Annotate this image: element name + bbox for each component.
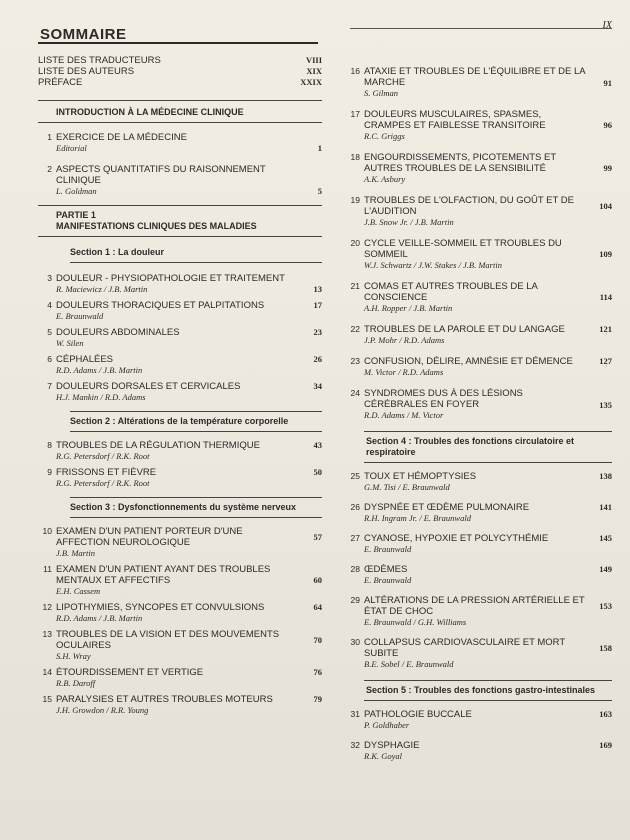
- entry-author: A.K. Asbury: [364, 174, 406, 184]
- entry-author: J.P. Mohr / R.D. Adams: [364, 335, 445, 345]
- entry-author: R.G. Petersdorf / R.K. Root: [56, 478, 150, 488]
- entry-number: 15: [42, 694, 52, 704]
- entry-number: 26: [350, 502, 360, 512]
- entry-number: 18: [350, 152, 360, 162]
- section-heading: Section 1 : La douleur: [70, 247, 165, 257]
- entry-page: 99: [603, 163, 612, 173]
- entry-page: 149: [599, 564, 612, 574]
- front-matter-page: XXIX: [300, 77, 322, 87]
- entry-title: TROUBLES DE LA VISION ET DES MOUVEMENTS OCULAIRES: [56, 629, 280, 651]
- entry-number: 17: [350, 109, 360, 119]
- entry-page: 158: [599, 643, 612, 653]
- entry-title: ŒDÈMES: [364, 564, 408, 575]
- entry-title: TROUBLES DE L'OLFACTION, DU GOÛT ET DE L'AUDITION: [364, 195, 574, 217]
- entry-number: 27: [350, 533, 360, 543]
- entry-title: EXAMEN D'UN PATIENT AYANT DES TROUBLES MENTAUX ET AFFECTIFS: [56, 564, 271, 586]
- entry-number: 32: [350, 740, 360, 750]
- entry-author: R.C. Griggs: [364, 131, 405, 141]
- entry-page: 127: [599, 356, 612, 366]
- entry-title: DOULEURS DORSALES ET CERVICALES: [56, 381, 241, 392]
- entry-page: 57: [313, 532, 322, 542]
- toc-entry: [38, 467, 322, 489]
- entry-page: 76: [313, 667, 322, 677]
- page-number: IX: [602, 20, 612, 31]
- entry-page: 50: [313, 467, 322, 477]
- entry-title: LIPOTHYMIES, SYNCOPES ET CONVULSIONS: [56, 602, 265, 613]
- header-rule: [350, 28, 612, 29]
- section-heading: Section 5 : Troubles des fonctions gastro-intestinales: [366, 685, 596, 695]
- entry-author: P. Goldhaber: [364, 720, 410, 730]
- entry-page: 64: [313, 602, 322, 612]
- toc-entry: [346, 356, 612, 378]
- entry-author: J.B. Snow Jr. / J.B. Martin: [364, 217, 454, 227]
- toc-entry: [38, 132, 322, 154]
- entry-number: 20: [350, 238, 360, 248]
- entry-author: M. Victor / R.D. Adams: [364, 367, 444, 377]
- entry-author: J.B. Martin: [56, 548, 95, 558]
- entry-title: PATHOLOGIE BUCCALE: [364, 709, 472, 720]
- toc-entry: [346, 564, 612, 586]
- entry-number: 4: [47, 300, 52, 310]
- entry-title: CÉPHALÉES: [56, 354, 114, 365]
- divider: [38, 205, 322, 206]
- entry-author: R. Maciewicz / J.B. Martin: [56, 284, 148, 294]
- entry-title: DYSPHAGIE: [364, 740, 420, 751]
- page-title: SOMMAIRE: [40, 26, 127, 43]
- part-label: PARTIE 1: [56, 210, 96, 220]
- toc-entry: [38, 629, 322, 662]
- entry-page: 145: [599, 533, 612, 543]
- entry-page: 34: [313, 381, 322, 391]
- toc-entry: [38, 602, 322, 624]
- entry-number: 31: [350, 709, 360, 719]
- entry-title: COMAS ET AUTRES TROUBLES DE LA CONSCIENCE: [364, 281, 538, 303]
- toc-entry: [346, 533, 612, 555]
- entry-page: 153: [599, 601, 612, 611]
- entry-author: J.H. Growdon / R.R. Young: [56, 705, 149, 715]
- entry-page: 17: [313, 300, 322, 310]
- entry-title: DYSPNÉE ET ŒDÈME PULMONAIRE: [364, 502, 530, 513]
- divider: [38, 100, 322, 101]
- right-column: [346, 66, 612, 762]
- entry-page: 135: [599, 400, 612, 410]
- entry-title: EXERCICE DE LA MÉDECINE: [56, 132, 187, 143]
- entry-page: 26: [313, 354, 322, 364]
- toc-entry: [38, 327, 322, 349]
- entry-author: B.E. Sobel / E. Braunwald: [364, 659, 454, 669]
- entry-title: DOULEURS THORACIQUES ET PALPITATIONS: [56, 300, 265, 311]
- entry-number: 11: [43, 564, 52, 574]
- entry-number: 12: [42, 602, 52, 612]
- toc-entry: [38, 300, 322, 322]
- entry-title: TOUX ET HÉMOPTYSIES: [364, 471, 477, 482]
- entry-number: 9: [47, 467, 52, 477]
- entry-number: 23: [350, 356, 360, 366]
- left-column: [38, 55, 322, 716]
- entry-title: ATAXIE ET TROUBLES DE L'ÉQUILIBRE ET DE LA MARCHE: [364, 66, 586, 88]
- entry-page: 1: [317, 143, 322, 153]
- entry-author: R.D. Adams / J.B. Martin: [56, 365, 143, 375]
- entry-author: E. Braunwald: [364, 575, 412, 585]
- entry-number: 14: [42, 667, 52, 677]
- front-matter-row: [38, 66, 322, 77]
- entry-author: R.D. Adams / M. Victor: [364, 410, 444, 420]
- entry-number: 29: [350, 595, 360, 605]
- entry-author: W.J. Schwartz / J.W. Stakes / J.B. Martin: [364, 260, 502, 270]
- entry-page: 79: [313, 694, 322, 704]
- entry-number: 8: [47, 440, 52, 450]
- entry-page: 5: [317, 186, 322, 196]
- entry-number: 19: [350, 195, 360, 205]
- toc-entry: [346, 471, 612, 493]
- section-heading: Section 4 : Troubles des fonctions circulatoire et respiratoire: [366, 436, 575, 457]
- intro-heading: INTRODUCTION À LA MÉDECINE CLINIQUE: [56, 107, 244, 117]
- entry-title: CYANOSE, HYPOXIE ET POLYCYTHÉMIE: [364, 533, 549, 544]
- entry-page: 141: [599, 502, 612, 512]
- toc-entry: [346, 238, 612, 271]
- entry-author: L. Goldman: [56, 186, 97, 196]
- front-matter-page: VIII: [305, 55, 322, 65]
- entry-author: G.M. Tisi / E. Braunwald: [364, 482, 450, 492]
- entry-author: R.G. Petersdorf / R.K. Root: [56, 451, 150, 461]
- toc-entry: [346, 195, 612, 228]
- toc-entry: [38, 667, 322, 689]
- entry-title: CONFUSION, DÉLIRE, AMNÉSIE ET DÉMENCE: [364, 356, 573, 367]
- entry-title: DOULEURS ABDOMINALES: [56, 327, 180, 338]
- entry-number: 21: [350, 281, 360, 291]
- entry-number: 24: [350, 388, 360, 398]
- entry-author: W. Silen: [56, 338, 84, 348]
- entry-number: 5: [47, 327, 52, 337]
- toc-entry: [346, 740, 612, 762]
- entry-title: DOULEUR - PHYSIOPATHOLOGIE ET TRAITEMENT: [56, 273, 285, 284]
- entry-number: 3: [47, 273, 52, 283]
- entry-page: 60: [313, 575, 322, 585]
- toc-entry: [346, 388, 612, 421]
- divider: [364, 680, 612, 681]
- toc-entry: [38, 564, 322, 597]
- entry-number: 28: [350, 564, 360, 574]
- toc-entry: [346, 281, 612, 314]
- toc-entry: [346, 595, 612, 628]
- toc-entry: [346, 324, 612, 346]
- front-matter-label: LISTE DES AUTEURS: [38, 66, 135, 77]
- entry-number: 30: [350, 637, 360, 647]
- part-title: MANIFESTATIONS CLINIQUES DES MALADIES: [56, 221, 257, 231]
- entry-page: 163: [599, 709, 612, 719]
- entry-author: E.H. Cassem: [56, 586, 101, 596]
- entry-author: R.B. Daroff: [56, 678, 96, 688]
- entry-author: E. Braunwald: [364, 544, 412, 554]
- entry-title: FRISSONS ET FIÈVRE: [56, 467, 157, 478]
- entry-title: SYNDROMES DUS À DES LÉSIONS CÉRÉBRALES EN FOYER: [364, 388, 523, 410]
- section-heading: Section 2 : Altérations de la température corporelle: [70, 416, 289, 426]
- divider: [70, 497, 322, 498]
- entry-number: 1: [47, 132, 52, 142]
- toc-entry: [38, 526, 322, 559]
- toc-entry: [38, 354, 322, 376]
- entry-number: 10: [42, 526, 52, 536]
- entry-title: TROUBLES DE LA RÉGULATION THERMIQUE: [56, 440, 260, 451]
- entry-page: 70: [313, 635, 322, 645]
- entry-number: 22: [350, 324, 360, 334]
- entry-title: COLLAPSUS CARDIOVASCULAIRE ET MORT SUBITE: [364, 637, 565, 659]
- entry-title: ENGOURDISSEMENTS, PICOTEMENTS ET AUTRES TROUBLES DE LA SENSIBILITÉ: [364, 152, 556, 174]
- entry-page: 169: [599, 740, 612, 750]
- entry-number: 13: [42, 629, 52, 639]
- section-heading: Section 3 : Dysfonctionnements du système nerveux: [70, 502, 297, 512]
- front-matter-row: [38, 77, 322, 88]
- divider: [70, 411, 322, 412]
- toc-entry: [346, 709, 612, 731]
- entry-number: 2: [47, 164, 52, 174]
- entry-title: EXAMEN D'UN PATIENT PORTEUR D'UNE AFFECTION NEUROLOGIQUE: [56, 526, 243, 548]
- entry-page: 138: [599, 471, 612, 481]
- entry-page: 23: [313, 327, 322, 337]
- divider: [364, 431, 612, 432]
- toc-entry: [38, 273, 322, 295]
- entry-author: R.K. Goyal: [364, 751, 403, 761]
- toc-entry: [346, 152, 612, 185]
- entry-number: 25: [350, 471, 360, 481]
- entry-title: DOULEURS MUSCULAIRES, SPASMES, CRAMPES ET FAIBLESSE TRANSITOIRE: [364, 109, 546, 131]
- toc-entry: [346, 66, 612, 99]
- entry-title: ALTÉRATIONS DE LA PRESSION ARTÉRIELLE ET ÉTAT DE CHOC: [364, 595, 585, 617]
- entry-author: S.H. Wray: [56, 651, 91, 661]
- toc-entry: [346, 109, 612, 142]
- front-matter-label: LISTE DES TRADUCTEURS: [38, 55, 161, 66]
- toc-entry: [346, 502, 612, 524]
- entry-author: E. Braunwald / G.H. Williams: [364, 617, 467, 627]
- entry-page: 114: [599, 292, 612, 302]
- entry-page: 96: [603, 120, 612, 130]
- title-rule: [38, 42, 318, 44]
- entry-title: CYCLE VEILLE-SOMMEIL ET TROUBLES DU SOMMEIL: [364, 238, 562, 260]
- entry-page: 121: [599, 324, 612, 334]
- toc-entry: [38, 694, 322, 716]
- entry-title: PARALYSIES ET AUTRES TROUBLES MOTEURS: [56, 694, 273, 705]
- front-matter: [38, 55, 322, 88]
- entry-page: 104: [599, 201, 612, 211]
- entry-author: E. Braunwald: [56, 311, 104, 321]
- front-matter-row: [38, 55, 322, 66]
- front-matter-page: XIX: [306, 66, 322, 76]
- entry-page: 91: [603, 78, 612, 88]
- entry-author: A.H. Ropper / J.B. Martin: [364, 303, 453, 313]
- entry-page: 43: [313, 440, 322, 450]
- entry-author: H.J. Mankin / R.D. Adams: [56, 392, 146, 402]
- front-matter-label: PRÉFACE: [38, 77, 83, 88]
- entry-number: 7: [47, 381, 52, 391]
- entry-author: S. Gilman: [364, 88, 398, 98]
- entry-title: ÉTOURDISSEMENT ET VERTIGE: [56, 667, 204, 678]
- entry-page: 109: [599, 249, 612, 259]
- entry-title: ASPECTS QUANTITATIFS DU RAISONNEMENT CLINIQUE: [56, 164, 266, 186]
- entry-number: 16: [350, 66, 360, 76]
- entry-author: R.H. Ingram Jr. / E. Braunwald: [364, 513, 471, 523]
- toc-entry: [38, 440, 322, 462]
- entry-page: 13: [313, 284, 322, 294]
- entry-author: R.D. Adams / J.B. Martin: [56, 613, 143, 623]
- toc-entry: [38, 381, 322, 403]
- entry-title: TROUBLES DE LA PAROLE ET DU LANGAGE: [364, 324, 565, 335]
- entry-author: Editorial: [56, 143, 87, 153]
- entry-number: 6: [47, 354, 52, 364]
- toc-entry: [38, 164, 322, 197]
- toc-entry: [346, 637, 612, 670]
